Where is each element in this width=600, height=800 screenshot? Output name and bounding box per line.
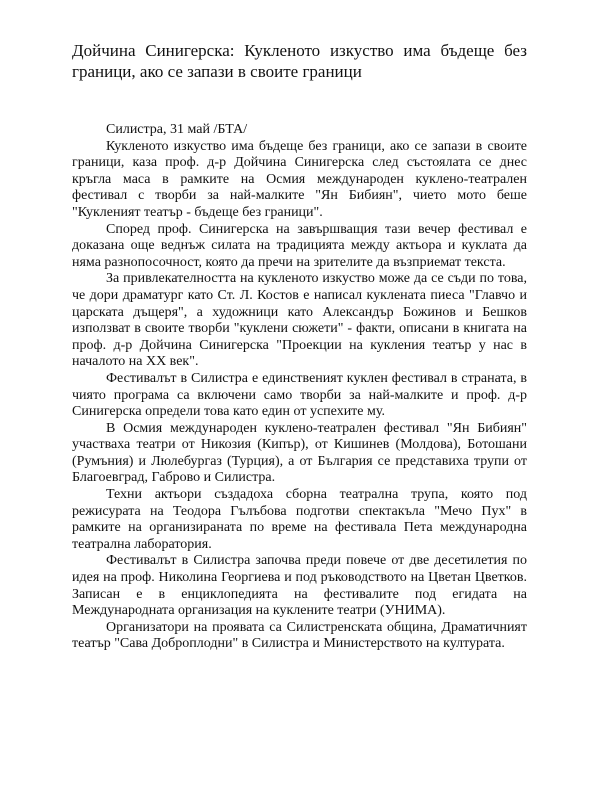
article-paragraph: Според проф. Синигерска на завършващия тази вечер фестивал е доказана още веднъж силата на традицията между актьора и куклата да няма разнопосочност, която да пречи на зрителите да възприемат текста. <box>72 221 527 270</box>
article-dateline: Силистра, 31 май /БТА/ <box>106 122 248 137</box>
article-paragraph: Организатори на проявата са Силистренската община, Драматичният театър "Сава Доброплодни" в Силистра и Министерството на културата. <box>72 619 527 652</box>
article-paragraph: Кукленото изкуство има бъдеще без граници, ако се запази в своите граници, каза проф. д-р Дойчина Синигерска след състоялата се днес кръгла маса в рамките на Осмия международен куклено-театрален фестивал с творби за най-малките "Ян Бибиян", чието мото беше "Кукленият театър - бъдеще без граници". <box>72 138 527 220</box>
article-paragraph: Фестивалът в Силистра започва преди повече от две десетилетия по идея на проф. Николина Георгиева и под ръководството на Цветан Цветков. Записан е в енциклопедията на фестивалите под егидата на Международната организация на куклените театри (УНИМА). <box>72 553 527 619</box>
article-title: Дойчина Синигерска: Кукленото изкуство има бъдеще без граници, ако се запази в своите граници <box>72 41 527 81</box>
article-body <box>72 122 527 653</box>
document-page <box>72 40 527 653</box>
article-paragraph: В Осмия международен куклено-театрален фестивал "Ян Бибиян" участваха театри от Никозия (Кипър), от Кишинев (Молдова), Ботошани (Румъния) и Люлебургаз (Турция), а от България се представиха трупи от Благоевград, Габрово и Силистра. <box>72 420 527 486</box>
article-paragraph: Фестивалът в Силистра е единственият куклен фестивал в страната, в чиято програма са включени само творби за най-малките и проф. д-р Синигерска определи това като един от успехите му. <box>72 370 527 420</box>
article-paragraph: За привлекателността на кукленото изкуство може да се съди по това, че дори драматург като Ст. Л. Костов е написал куклената пиеса "Главчо и царската дъщеря", а художници като Александър Божинов и Бешков използват в своите творби "куклени сюжети" - факти, описани в книгата на проф. д-р Дойчина Синигерска "Проекции на кукления театър у нас в началото на ХХ век". <box>72 271 527 370</box>
article-paragraph: Техни актьори създадоха сборна театрална трупа, която под режисурата на Теодора Гълъбова подготви спектакъла "Мечо Пух" в рамките на организираната по време на фестивала Пета международна театрална лаборатория. <box>72 487 527 552</box>
